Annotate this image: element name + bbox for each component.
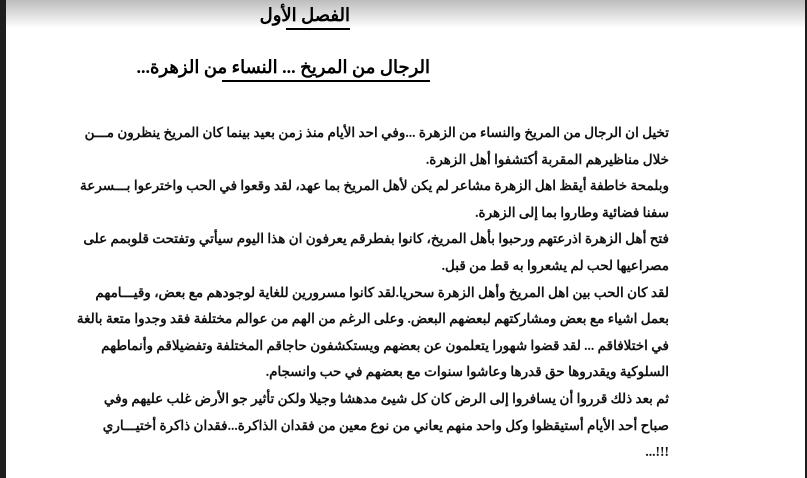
text-line: السلوكية ويقدروها حق قدرها وعاشوا سنوات مع بعضهم في حب وانسجام.: [265, 364, 669, 380]
viewer-left-edge: [0, 0, 6, 478]
text-line: لقد كان الحب بين اهل المريخ وأهل الزهرة سحريا.لقد كانوا مسرورين للغاية لوجودهم مع بعض، وقيـــامهم: [95, 284, 669, 300]
text-line: !!!...: [645, 444, 669, 460]
text-line: خلال مناظيرهم المقربة أكتشفوا أهل الزهرة.: [425, 151, 669, 167]
text-line: في اختلافاقم ... لقد قضوا شهورا يتعلمون عن بعضهم ويستكشفون حاجاقم المختلفة وتفضيلاقم وأنماطهم: [101, 337, 669, 353]
body-text: [76, 120, 669, 466]
text-line: بعمل اشياء مع بعض ومشاركتهم لبعضهم البعض. وعلى الرغم من الهم من عوالم مختلفة فقد وجدوا متعة بالغة: [76, 311, 669, 327]
text-line: ثم بعد ذلك قرروا أن يسافروا إلى الرض كان كل شيئ مدهشا وجيلا ولكن تأثير جو الأرض غلب عليهم وفي: [103, 390, 669, 406]
text-line: تخيل ان الرجال من المريخ والنساء من الزهرة ...وفي احد الأيام منذ زمن بعيد بينما كان المريخ ينظرون مـــن: [84, 125, 669, 140]
text-line: فتح أهل الزهرة اذرعتهم ورحبوا بأهل المريخ، كانوا بفطرقم يعرفون ان هذا اليوم سيأتي وتفتحت قلوبمم على: [83, 231, 669, 247]
text-line: صباح أحد الأيام أستيقظوا وكل واحد منهم يعاني من نوع معين من فقدان الذاكرة...فقدان ذاكرة أختيـــاري: [102, 417, 669, 433]
text-line: مصراعيها لحب لم يشعروا به قط من قبل.: [441, 257, 669, 273]
page-top-shadow: [6, 0, 805, 28]
chapter-title: الفصل الأول: [286, 6, 350, 30]
text-line: وبلمحة خاطفة أيقظ اهل الزهرة مشاعر لم يكن لأهل المريخ بما عهد، لقد وقعوا في الحب واخترعوا بـــسرعة: [80, 178, 669, 194]
text-line: سفنا فضائية وطاروا بما إلى الزهرة.: [475, 204, 669, 220]
chapter-subtitle: الرجال من المريخ ... النساء من الزهرة...: [222, 58, 430, 82]
